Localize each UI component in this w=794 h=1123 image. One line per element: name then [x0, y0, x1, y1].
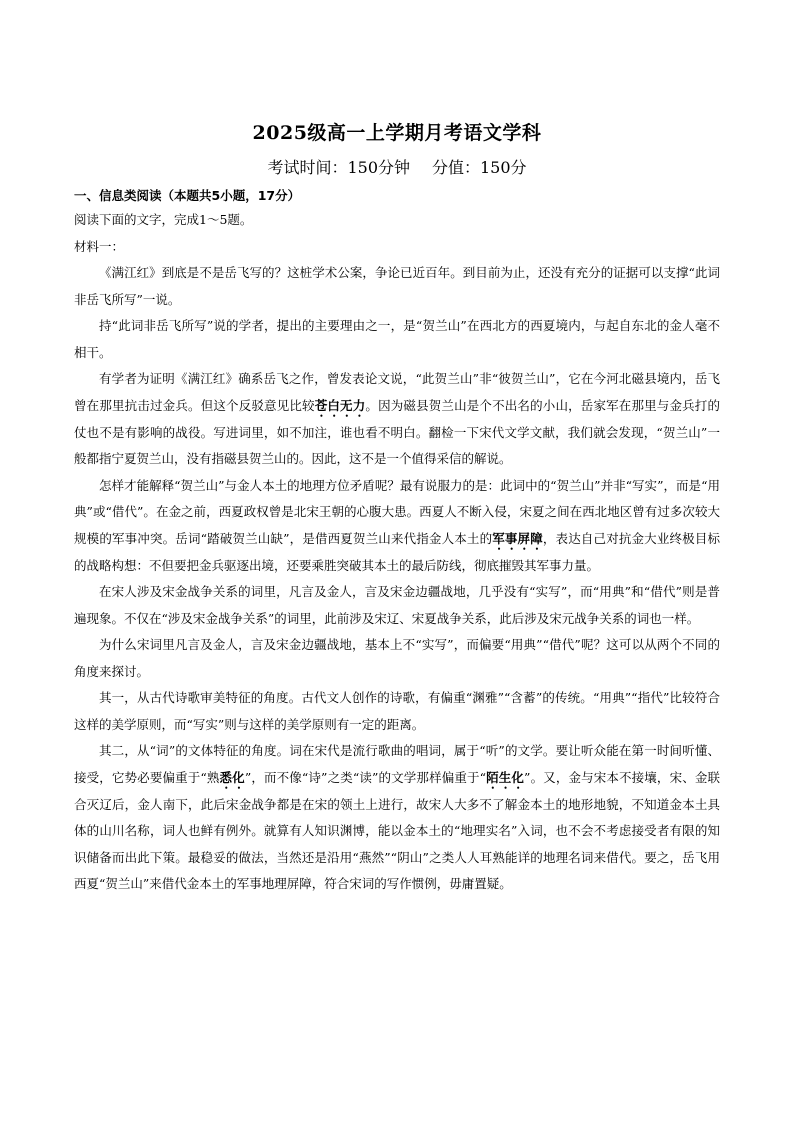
instruction: 阅读下面的文字，完成1～5题。 [74, 212, 253, 227]
paragraph-8-text-b: ”，而不像“诗”之类“读”的文学那样偏重于“ [244, 769, 486, 785]
paragraph-4-text-b: ，表达自己对抗金大业终极目标的战略构想：不但要把金兵驱逐出境，还要乘胜突破其本土的最后防线，彻底摧毁其军事力量。 [74, 530, 720, 573]
paragraph-6: 为什么宋词里凡言及金人，言及宋金边疆战地，基本上不“实写”，而偏要“用典”“借代”呢？这可以从两个不同的角度来探讨。 [74, 637, 720, 679]
emphasized-phrase: 陌生化 [486, 769, 525, 785]
exam-title: 2025级高一上学期月考语文学科 [252, 122, 542, 144]
paragraph-3 [74, 366, 720, 473]
emphasized-phrase: 悉化 [219, 769, 245, 785]
paragraph-7: 其一，从古代诗歌审美特征的角度。古代文人创作的诗歌，有偏重“渊雅”“含蓄”的传统。“用典”“指代”比较符合这样的美学原则，而“写实”则与这样的美学原则有一定的距离。 [74, 690, 720, 732]
exam-meta [0, 156, 794, 180]
emphasized-phrase: 苍白无力 [314, 397, 366, 413]
paragraph-4-text-a: 怎样才能解释“贺兰山”与金人本土的地理方位矛盾呢？最有说服力的是：此词中的“贺兰山”并非“写实”，而是“用典”或“借代”。在金之前，西夏政权曾是北宋王朝的心腹大患。西夏人不断入侵，宋夏之间在西北地区曾有过多次较大规模的军事冲突。岳词“踏破贺兰山缺”，是借西夏贺兰山来代指金人本土的 [74, 477, 720, 546]
material-label: 材料一： [74, 238, 125, 254]
paragraph-3-text-b: 。因为磁县贺兰山是个不出名的小山，岳家军在那里与金兵打的仗也不是有影响的战役。写进词里，如不加注，谁也看不明白。翻检一下宋代文学文献，我们就会发现，“贺兰山”一般都指宁夏贺兰山，没有指磁县贺兰山的。因此，这不是一个值得采信的解说。 [74, 397, 720, 466]
section-heading: 一、信息类阅读（本题共5小题，17分） [74, 188, 301, 203]
paragraph-2: 持“此词非岳飞所写”说的学者，提出的主要理由之一，是“贺兰山”在西北方的西夏境内，与起自东北的金人毫不相干。 [74, 318, 720, 360]
paragraph-5: 在宋人涉及宋金战争关系的词里，凡言及金人，言及宋金边疆战地，几乎没有“实写”，而“用典”和“借代”则是普遍现象。不仅在“涉及宋金战争关系”的词里，此前涉及宋辽、宋夏战争关系，此后涉及宋元战争关系的词也一样。 [74, 584, 720, 626]
reading-passage [74, 207, 720, 898]
paragraph-1: 《满江红》到底是不是岳飞写的？这桩学术公案，争论已近百年。到目前为止，还没有充分的证据可以支撑“此词非岳飞所写”一说。 [74, 265, 720, 307]
paragraph-8-text-c: ”。又，金与宋本不接壤，宋、金联合灭辽后，金人南下，此后宋金战争都是在宋的领土上进行，故宋人大多不了解金本土的地形地貌，不知道金本土具体的山川名称，词人也鲜有例外。就算有人知识渊博，能以金本土的“地理实名”入词，也不会不考虑接受者有限的知识储备而出此下策。最稳妥的做法，当然还是沿用“燕然”“阴山”之类人人耳熟能详的地理名词来借代。要之，岳飞用西夏“贺兰山”来借代金本土的军事地理屏障，符合宋词的写作惯例，毋庸置疑。 [74, 769, 720, 891]
emphasized-phrase: 军事屏障 [492, 530, 543, 546]
paragraph-8-text-a: 其二，从“词”的文体特征的角度。词在宋代是流行歌曲的唱词，属于“听”的文学。要让听众能在第一时间听懂、接受，它势必要偏重于“熟 [74, 743, 720, 785]
exam-score: 分值：150分 [432, 158, 527, 177]
paragraph-4 [74, 473, 720, 580]
paragraph-8 [74, 738, 720, 898]
exam-time: 考试时间：150分钟 [267, 158, 410, 177]
paragraph-3-text-a: 有学者为证明《满江红》确系岳飞之作，曾发表论文说，“此贺兰山”非“彼贺兰山”，它在今河北磁县境内，岳飞曾在那里抗击过金兵。但这个反驳意见比较 [74, 371, 720, 413]
